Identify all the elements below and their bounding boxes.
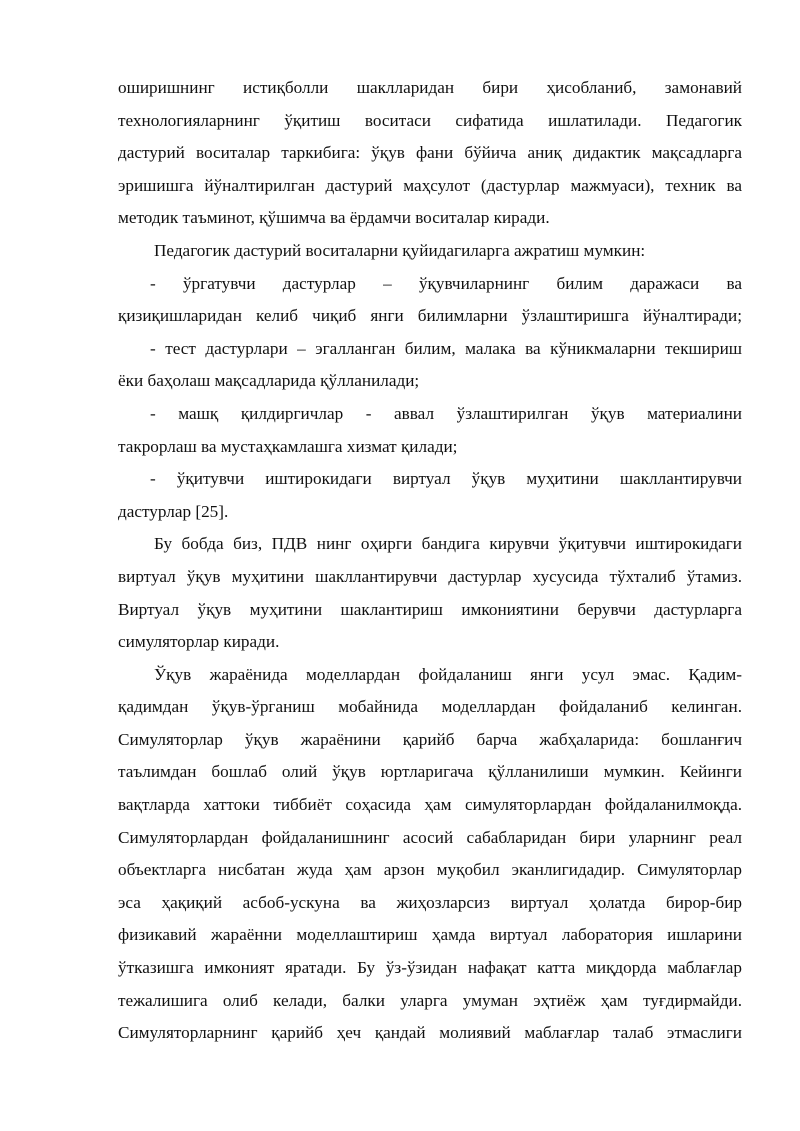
text-line: ўтказишга имконият яратади. Бу ўз-ўзидан нафақат катта миқдорда маблағлар — [118, 958, 742, 978]
text-line: симуляторлар киради. — [118, 632, 280, 652]
text-line: объектларга нисбатан жуда ҳам арзон муқобил эканлигидадир. Симуляторлар — [118, 860, 742, 880]
text-line: эса ҳақиқий асбоб-ускуна ва жиҳозларсиз виртуал ҳолатда бирор-бир — [118, 892, 742, 912]
text-line: методик таъминот, қўшимча ва ёрдамчи воситалар киради. — [118, 208, 550, 228]
text-line: Симуляторларнинг қарийб ҳеч қандай молиявий маблағлар талаб этмаслиги — [118, 1023, 742, 1043]
text-line: технологияларнинг ўқитиш воситаси сифатида ишлатилади. Педагогик — [118, 110, 742, 130]
text-line: дастурлар [25]. — [118, 501, 229, 521]
list-item-line: - ўқитувчи иштирокидаги виртуал ўқув муҳитини шакллантирувчи — [150, 469, 742, 489]
document-page — [118, 72, 742, 1050]
text-line: Бу бобда биз, ПДВ нинг оҳирги бандига кирувчи ўқитувчи иштирокидаги — [154, 534, 742, 554]
list-item-line: - ўргатувчи дастурлар – ўқувчиларнинг билим даражаси ва — [150, 273, 742, 293]
text-line: таълимдан бошлаб олий ўқув юртларигача қўлланилиши мумкин. Кейинги — [118, 762, 742, 782]
list-item-line: - машқ қилдиргичлар - аввал ўзлаштирилган ўқув материалини — [150, 403, 742, 423]
text-line: ёки баҳолаш мақсадларида қўлланилади; — [118, 371, 420, 391]
text-line: қизиқишларидан келиб чиқиб янги билимларни ўзлаштиришга йўналтиради; — [118, 306, 742, 326]
text-line: Симуляторлар ўқув жараёнини қарийб барча жабҳаларида: бошланғич — [118, 729, 742, 749]
text-line: қадимдан ўқув-ўрганиш мобайнида моделлардан фойдаланиб келинган. — [118, 697, 742, 717]
text-line: тежалишига олиб келади, балки уларга умуман эҳтиёж ҳам туғдирмайди. — [118, 990, 742, 1010]
text-line: Симуляторлардан фойдаланишнинг асосий сабабларидан бири уларнинг реал — [118, 827, 742, 847]
text-line: физикавий жараённи моделлаштириш ҳамда виртуал лаборатория ишларини — [118, 925, 742, 945]
text-line: эришишга йўналтирилган дастурий маҳсулот (дастурлар мажмуаси), техник ва — [118, 175, 742, 195]
text-line: Педагогик дастурий воситаларни қуйидагиларга ажратиш мумкин: — [154, 240, 646, 260]
text-line: оширишнинг истиқболли шаклларидан бири ҳисобланиб, замонавий — [118, 78, 742, 97]
text-line: вақтларда хаттоки тиббиёт соҳасида ҳам симуляторлардан фойдаланилмоқда. — [118, 795, 742, 815]
text-line: Ўқув жараёнида моделлардан фойдаланиш янги усул эмас. Қадим- — [154, 664, 742, 684]
list-item-line: - тест дастурлари – эгалланган билим, малака ва кўникмаларни текшириш — [150, 338, 742, 358]
text-line: Виртуал ўқув муҳитини шаклантириш имкониятини берувчи дастурларга — [118, 599, 742, 619]
text-line: дастурий воситалар таркибига: ўқув фани бўйича аниқ дидактик мақсадларга — [118, 143, 742, 163]
text-line: такрорлаш ва мустаҳкамлашга хизмат қилади; — [118, 436, 458, 456]
text-line: виртуал ўқув муҳитини шакллантирувчи дастурлар хусусида тўхталиб ўтамиз. — [118, 566, 742, 586]
